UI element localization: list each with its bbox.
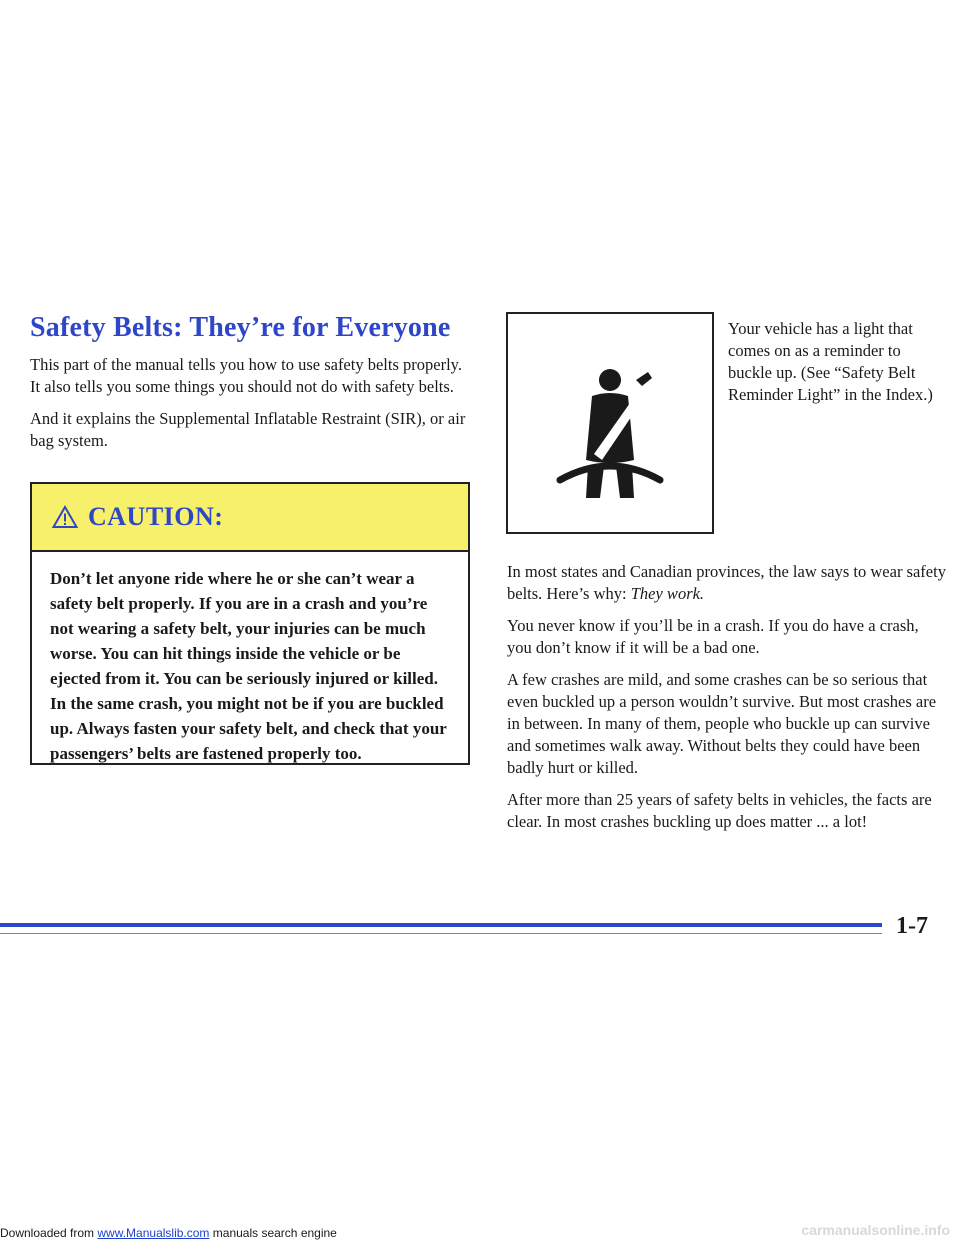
figure-caption: Your vehicle has a light that comes on as a reminder to buckle up. (See “Safety Belt Reminder Light” in the Index.) xyxy=(728,319,933,404)
why-paragraph-2: You never know if you’ll be in a crash. If you do have a crash, you don’t know if it will be a bad one. xyxy=(507,616,919,657)
seatbelt-figure xyxy=(506,312,714,534)
caution-text: Don’t let anyone ride where he or she can’t wear a safety belt properly. If you are in a crash and you’re not wearing a safety belt, your injuries can be much worse. You can hit things inside the vehicle or be ejected from it. You can be seriously injured or killed. In the same crash, you might not be if you are buckled up. Always fasten your safety belt, and check that your passengers’ belts are fastened properly too. xyxy=(50,569,447,763)
warning-triangle-icon xyxy=(52,505,78,529)
why-paragraph-1 xyxy=(507,561,947,605)
intro-paragraph-1: This part of the manual tells you how to use safety belts properly. It also tells you some things you should not do with safety belts. xyxy=(30,355,462,396)
footer-suffix: manuals search engine xyxy=(209,1226,337,1240)
intro-section xyxy=(30,354,470,462)
they-work-emphasis: They work. xyxy=(630,584,705,603)
footer-rule-thin xyxy=(0,933,882,934)
page-title: Safety Belts: They’re for Everyone xyxy=(30,312,451,343)
caution-label: CAUTION: xyxy=(88,502,224,531)
caution-header xyxy=(32,484,468,552)
intro-paragraph-2: And it explains the Supplemental Inflatable Restraint (SIR), or air bag system. xyxy=(30,409,466,450)
why-section xyxy=(507,561,947,843)
watermark: carmanualsonline.info xyxy=(801,1222,950,1238)
why-paragraph-3: A few crashes are mild, and some crashes can be so serious that even buckled up a person wouldn’t survive. But most crashes are in between. In many of them, people who buckle up can survive and sometimes walk away. Without belts they could have been badly hurt or killed. xyxy=(507,670,937,777)
page-number: 1-7 xyxy=(896,913,928,939)
download-footer xyxy=(0,1226,337,1240)
caution-box xyxy=(30,482,470,765)
why-paragraph-1-lead: In most states and Canadian provinces, the law says to wear safety belts. Here’s why: xyxy=(507,562,946,603)
seatbelt-reminder-icon xyxy=(508,314,712,532)
manualslib-link[interactable]: www.Manualslib.com xyxy=(97,1226,210,1240)
footer-rule-thick xyxy=(0,923,882,927)
footer-prefix: Downloaded from xyxy=(0,1226,98,1240)
why-paragraph-4: After more than 25 years of safety belts in vehicles, the facts are clear. In most crashes buckling up does matter ... a lot! xyxy=(507,790,932,831)
